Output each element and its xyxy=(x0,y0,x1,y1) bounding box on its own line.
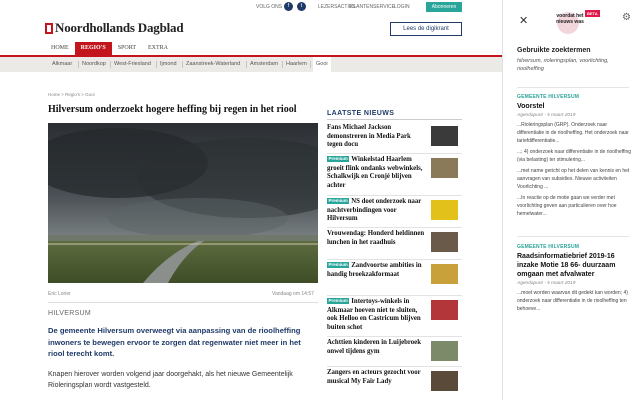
latest-news-thumbnail[interactable] xyxy=(431,200,458,220)
latest-news-text: Zangers en acteurs gezocht voor musical My Fair Lady xyxy=(327,369,421,385)
used-terms-list: hilversum, rioleringsplan, voorlichting, rioolheffing xyxy=(517,58,609,72)
nav-sport[interactable]: SPORT xyxy=(117,45,137,51)
latest-news-item[interactable] xyxy=(327,369,462,386)
twitter-icon[interactable]: t xyxy=(297,2,306,11)
topbar-link-login[interactable]: LOGIN xyxy=(394,4,410,10)
latest-news-item[interactable] xyxy=(327,230,462,247)
region-amsterdam[interactable]: Amsterdam xyxy=(250,61,279,67)
region-subnav xyxy=(0,57,502,72)
region-haarlem[interactable]: Haarlem xyxy=(286,61,307,67)
latest-news-item[interactable] xyxy=(327,156,462,190)
main-nav xyxy=(45,42,174,55)
site-logo[interactable] xyxy=(45,21,183,35)
premium-badge: Premium xyxy=(328,198,348,203)
article-divider xyxy=(48,302,318,303)
result-snippet: ...Rioleringsplan (GRP). Onderzoek naar differentiatie in de rioolheffing. Het onderzoek naar tariefdifferentiatie... xyxy=(517,122,629,144)
top-bar xyxy=(0,0,502,14)
latest-news-divider xyxy=(327,227,462,228)
region-zaanstreek-waterland[interactable]: Zaanstreek-Waterland xyxy=(186,61,241,67)
subnav-divider xyxy=(310,61,311,68)
article-headline: Hilversum onderzoekt hogere heffing bij regen in het riool xyxy=(48,104,297,115)
latest-news-headline[interactable] xyxy=(327,156,425,190)
latest-news-headline[interactable] xyxy=(327,298,425,332)
latest-news-thumbnail[interactable] xyxy=(431,300,458,320)
subnav-divider xyxy=(246,61,247,68)
latest-news-thumbnail[interactable] xyxy=(431,232,458,252)
result-snippet: ...moet worden waarvan dit gedekt kan worden; 4) onderzoek naar differentiatie in de rioolheffing ten behoeve... xyxy=(517,290,628,312)
premium-badge: Premium xyxy=(328,156,348,161)
latest-news-headline[interactable] xyxy=(327,124,425,150)
topbar-link-lezersacties[interactable]: LEZERSACTIES xyxy=(318,4,356,10)
latest-news-headline[interactable] xyxy=(327,198,425,224)
article-place: HILVERSUM xyxy=(48,310,92,317)
latest-news-text: Winkelstad Haarlem groeit flink ondanks webwinkels, Schalkwijk en Cronjé blijven achter xyxy=(327,156,423,189)
latest-news-text: Intertoys-winkels in Alkmaar hoeven niet te sluiten, ook Helloo en Castricum blijven buiten schot xyxy=(327,298,421,331)
beta-badge: BETA xyxy=(587,11,598,16)
subnav-divider xyxy=(182,61,183,68)
latest-news-headline[interactable] xyxy=(327,339,425,356)
result-title[interactable]: Voorstel xyxy=(517,103,545,110)
subnav-divider xyxy=(78,61,79,68)
region-alkmaar[interactable]: Alkmaar xyxy=(52,61,73,67)
latest-news-divider xyxy=(327,336,462,337)
latest-news-item[interactable] xyxy=(327,262,462,279)
used-terms-title: Gebruikte zoektermen xyxy=(517,47,591,54)
region-ijmond[interactable]: Ijmond xyxy=(160,61,177,67)
premium-badge: Premium xyxy=(328,298,348,303)
latest-news-text: Vrouwendag: Honderd heldinnen lunchen in het raadhuis xyxy=(327,230,425,246)
result-card[interactable] xyxy=(517,94,632,218)
latest-news-divider xyxy=(327,195,462,196)
latest-news-headline[interactable] xyxy=(327,262,425,279)
latest-news-title: LAATSTE NIEUWS xyxy=(327,110,395,117)
result-category: GEMEENTE HILVERSUM xyxy=(517,94,580,100)
region-noordkop[interactable]: Noordkop xyxy=(82,61,106,67)
extension-panel xyxy=(502,0,640,400)
latest-news-thumbnail[interactable] xyxy=(431,371,458,391)
panel-divider xyxy=(517,87,629,88)
brand-mark-icon xyxy=(45,23,53,34)
region-west-friesland[interactable]: West-Friesland xyxy=(114,61,151,67)
subnav-divider xyxy=(282,61,283,68)
latest-news-thumbnail[interactable] xyxy=(431,264,458,284)
latest-news-thumbnail[interactable] xyxy=(431,158,458,178)
region-gooi[interactable]: Gooi xyxy=(313,57,331,72)
result-title[interactable]: Raadsinformatiebrief 2019-16 inzake Motie 18 66- duurzaam omgaan met afvalwater xyxy=(517,253,616,278)
latest-news-item[interactable] xyxy=(327,198,462,224)
facebook-icon[interactable]: f xyxy=(284,2,293,11)
storm-photo xyxy=(48,123,318,283)
latest-news-item[interactable] xyxy=(327,298,462,332)
latest-news-item[interactable] xyxy=(327,339,462,356)
article-lead: De gemeente Hilversum overweegt via aanpassing van de rioolheffing inwoners te bewegen ervoor te zorgen dat regenwater niet meer in het riool terecht komt. xyxy=(48,326,301,358)
latest-news-headline[interactable] xyxy=(327,369,425,386)
topbar-link-klantenservice[interactable]: KLANTENSERVICE xyxy=(350,4,395,10)
article-body: Knapen hierover worden volgend jaar doorgehakt, als het nieuwe Gemeentelijk Rioleringsplan wordt vastgesteld. xyxy=(48,371,293,389)
subnav-divider xyxy=(156,61,157,68)
follow-label: VOLG ONS xyxy=(256,4,283,10)
latest-news-divider xyxy=(327,119,462,120)
latest-news-divider xyxy=(327,153,462,154)
logo-text: voordat het nieuws was xyxy=(556,13,584,25)
result-card[interactable] xyxy=(517,244,632,313)
nav-home[interactable]: HOME xyxy=(51,45,69,51)
extension-logo xyxy=(549,10,598,36)
panel-divider xyxy=(517,236,629,237)
latest-news-text: NS doet onderzoek naar nachtverbindingen voor Hilversum xyxy=(327,198,422,222)
result-snippet: ...; 4) onderzoek naar differentiatie in de rioolheffing (via belasting) ter stimulering... xyxy=(517,149,632,163)
digikrant-button[interactable]: Lees de digikrant xyxy=(390,22,462,36)
latest-news-text: Fans Michael Jackson demonstreren in Media Park tegen docu xyxy=(327,124,411,148)
latest-news-text: Zandvoortse ambities in handig broekzakformaat xyxy=(327,262,422,278)
latest-news-text: Achttien kinderen in Luijebroek onwel tijdens gym xyxy=(327,339,421,355)
site-name: Noordhollands Dagblad xyxy=(55,20,184,35)
subnav-divider xyxy=(110,61,111,68)
photo-credit: Eric Lorier xyxy=(48,291,71,297)
latest-news-divider xyxy=(327,259,462,260)
breadcrumb[interactable]: Home > Regio's > Gooi xyxy=(48,92,95,97)
latest-news-divider xyxy=(327,295,462,296)
nav-extra[interactable]: EXTRA xyxy=(148,45,169,51)
gear-icon[interactable]: ⚙ xyxy=(622,12,631,23)
latest-news-thumbnail[interactable] xyxy=(431,341,458,361)
result-meta: Agendapunt - 5 maart 2019 xyxy=(517,113,576,118)
result-meta: Agendapunt - 5 maart 2019 xyxy=(517,281,576,286)
latest-news-divider xyxy=(327,366,462,367)
close-icon[interactable]: ✕ xyxy=(519,15,529,27)
latest-news-item[interactable] xyxy=(327,124,462,150)
nav-regios[interactable]: REGIO'S xyxy=(75,42,112,55)
subscribe-button[interactable]: Abonneren xyxy=(426,2,462,12)
result-snippet: ...In reactie op de motie gaan we verder met voorlichting geven aan particulieren over hoe hemelwater... xyxy=(517,195,617,217)
article-photo[interactable] xyxy=(48,123,318,283)
article-timestamp: Vandaag om 14:57 xyxy=(272,291,314,297)
result-snippet: ...met name gericht op het delen van kennis en het aanvragen van subsidies. Nieuwe activiteiten Voorlichting ... xyxy=(517,168,630,190)
result-category: GEMEENTE HILVERSUM xyxy=(517,244,580,250)
latest-news-headline[interactable] xyxy=(327,230,425,247)
latest-news-thumbnail[interactable] xyxy=(431,126,458,146)
premium-badge: Premium xyxy=(328,262,348,267)
